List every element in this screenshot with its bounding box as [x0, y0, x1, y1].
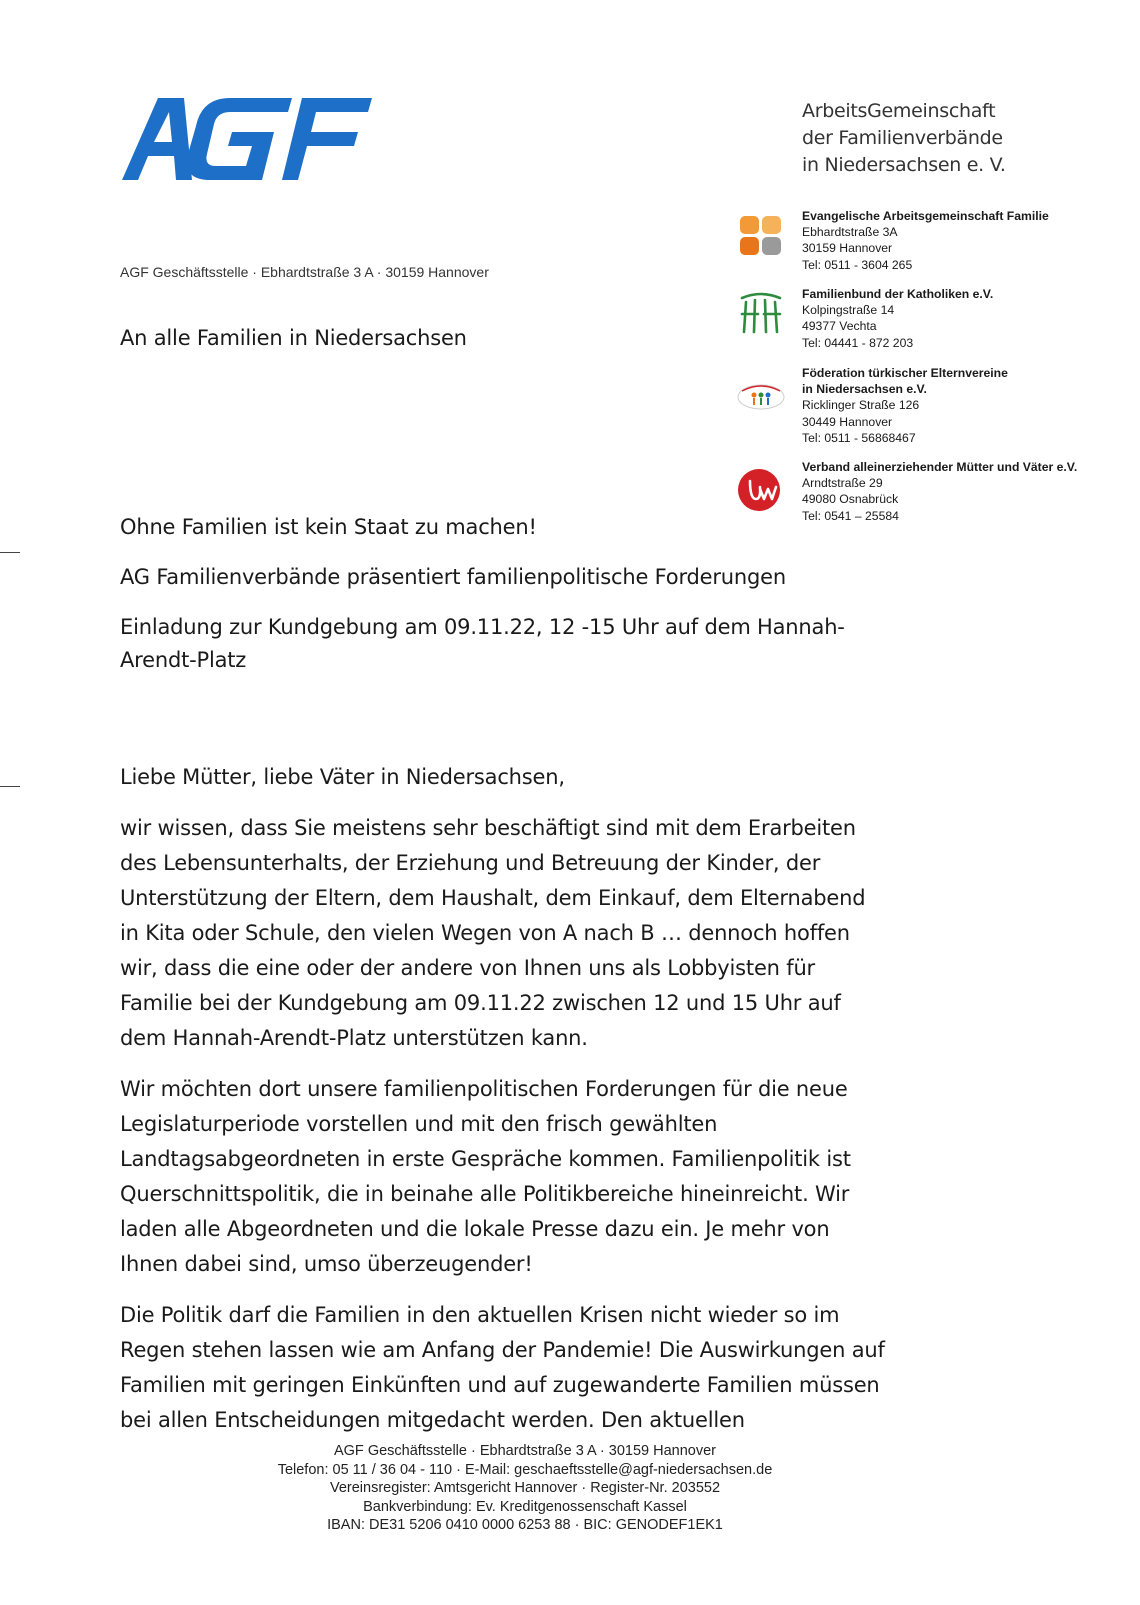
org-title-line: ArbeitsGemeinschaft	[802, 100, 996, 122]
footer-bank: Bankverbindung: Ev. Kreditgenossenschaft Kassel	[363, 1498, 687, 1515]
ftev-logo-icon	[736, 367, 786, 417]
member-name: Föderation türkischer Elternvereine	[802, 366, 1008, 380]
member-phone: Tel: 0511 - 3604 265	[802, 257, 913, 272]
vamv-logo-icon	[736, 465, 786, 515]
headline-subject: AG Familienverbände präsentiert familienpolitische Forderungen	[120, 565, 786, 589]
org-title	[802, 98, 1102, 179]
fold-mark	[0, 552, 20, 553]
footer-iban: IBAN: DE31 5206 0410 0000 6253 88 · BIC: GENODEF1EK1	[327, 1517, 723, 1534]
paragraph: Wir möchten dort unsere familienpolitischen Forderungen für die neue Legislaturperiode vorstellen und mit den frisch gewählten Landtagsabgeordneten in erste Gespräche kommen. Familienpolitik ist Querschnittspolitik, die in beinahe alle Politikbereiche hineinreicht. Wir laden alle Abgeordneten und die lokale Presse dazu ein. Je mehr von Ihnen dabei sind, umso überzeugender!	[120, 1077, 851, 1276]
member-name: Evangelische Arbeitsgemeinschaft Familie	[802, 209, 1049, 223]
member-city: 49377 Vechta	[802, 319, 877, 334]
member-address: Ricklinger Straße 126	[802, 398, 920, 413]
fold-mark	[0, 786, 20, 787]
familienbund-logo-icon	[736, 288, 786, 338]
member-phone: Tel: 0541 – 25584	[802, 508, 899, 523]
member-city: 30449 Hannover	[802, 414, 893, 429]
sender-line: AGF Geschäftsstelle · Ebhardtstraße 3 A · 30159 Hannover	[120, 264, 489, 280]
eaf-logo-icon	[736, 210, 786, 260]
footer	[0, 1442, 1050, 1535]
member-name-line2: in Niedersachsen e.V.	[802, 382, 927, 397]
letter-body	[120, 760, 940, 1454]
recipient: An alle Familien in Niedersachsen	[120, 326, 467, 350]
paragraph: Die Politik darf die Familien in den aktuellen Krisen nicht wieder so im Regen stehen lassen wie am Anfang der Pandemie! Die Auswirkungen auf Familien mit geringen Einkünften und auf zugewanderte Familien müssen bei allen Entscheidungen mitgedacht werden. Den aktuellen	[120, 1303, 885, 1432]
member-address: Ebhardtstraße 3A	[802, 225, 898, 240]
headline-slogan: Ohne Familien ist kein Staat zu machen!	[120, 515, 537, 539]
member-phone: Tel: 04441 - 872 203	[802, 335, 914, 350]
member-city: 49080 Osnabrück	[802, 492, 899, 507]
member-phone: Tel: 0511 - 56868467	[802, 430, 916, 445]
headline-invitation: Einladung zur Kundgebung am 09.11.22, 12 -15 Uhr auf dem Hannah-	[120, 615, 845, 639]
footer-register: Vereinsregister: Amtsgericht Hannover · Register-Nr. 203552	[329, 1480, 721, 1497]
org-title-line: der Familienverbände	[802, 127, 1003, 149]
member-city: 30159 Hannover	[802, 241, 893, 256]
paragraph: wir wissen, dass Sie meistens sehr beschäftigt sind mit dem Erarbeiten des Lebensunterhalts, der Erziehung und Betreuung der Kinder, der Unterstützung der Eltern, dem Haushalt, dem Einkauf, dem Elternabend in Kita oder Schule, den vielen Wegen von A nach B … dennoch hoffen wir, dass die eine oder der andere von Ihnen uns als Lobbyisten für Familie bei der Kundgebung am 09.11.22 zwischen 12 und 15 Uhr auf dem Hannah-Arendt-Platz unterstützen kann.	[120, 816, 866, 1050]
footer-contact: Telefon: 05 11 / 36 04 - 110 · E-Mail: geschaeftsstelle@agf-niedersachsen.de	[277, 1461, 773, 1478]
salutation: Liebe Mütter, liebe Väter in Niedersachsen,	[120, 765, 565, 789]
member-address: Kolpingstraße 14	[802, 303, 895, 318]
footer-address: AGF Geschäftsstelle · Ebhardtstraße 3 A · 30159 Hannover	[333, 1443, 717, 1459]
member-name: Verband alleinerziehender Mütter und Väter e.V.	[802, 460, 1078, 474]
member-address: Arndtstraße 29	[802, 476, 883, 491]
agf-logo	[122, 92, 372, 192]
org-title-line: in Niedersachsen e. V.	[802, 154, 1006, 176]
headline-invitation-cont: Arendt-Platz	[120, 648, 247, 672]
member-name: Familienbund der Katholiken e.V.	[802, 287, 994, 301]
